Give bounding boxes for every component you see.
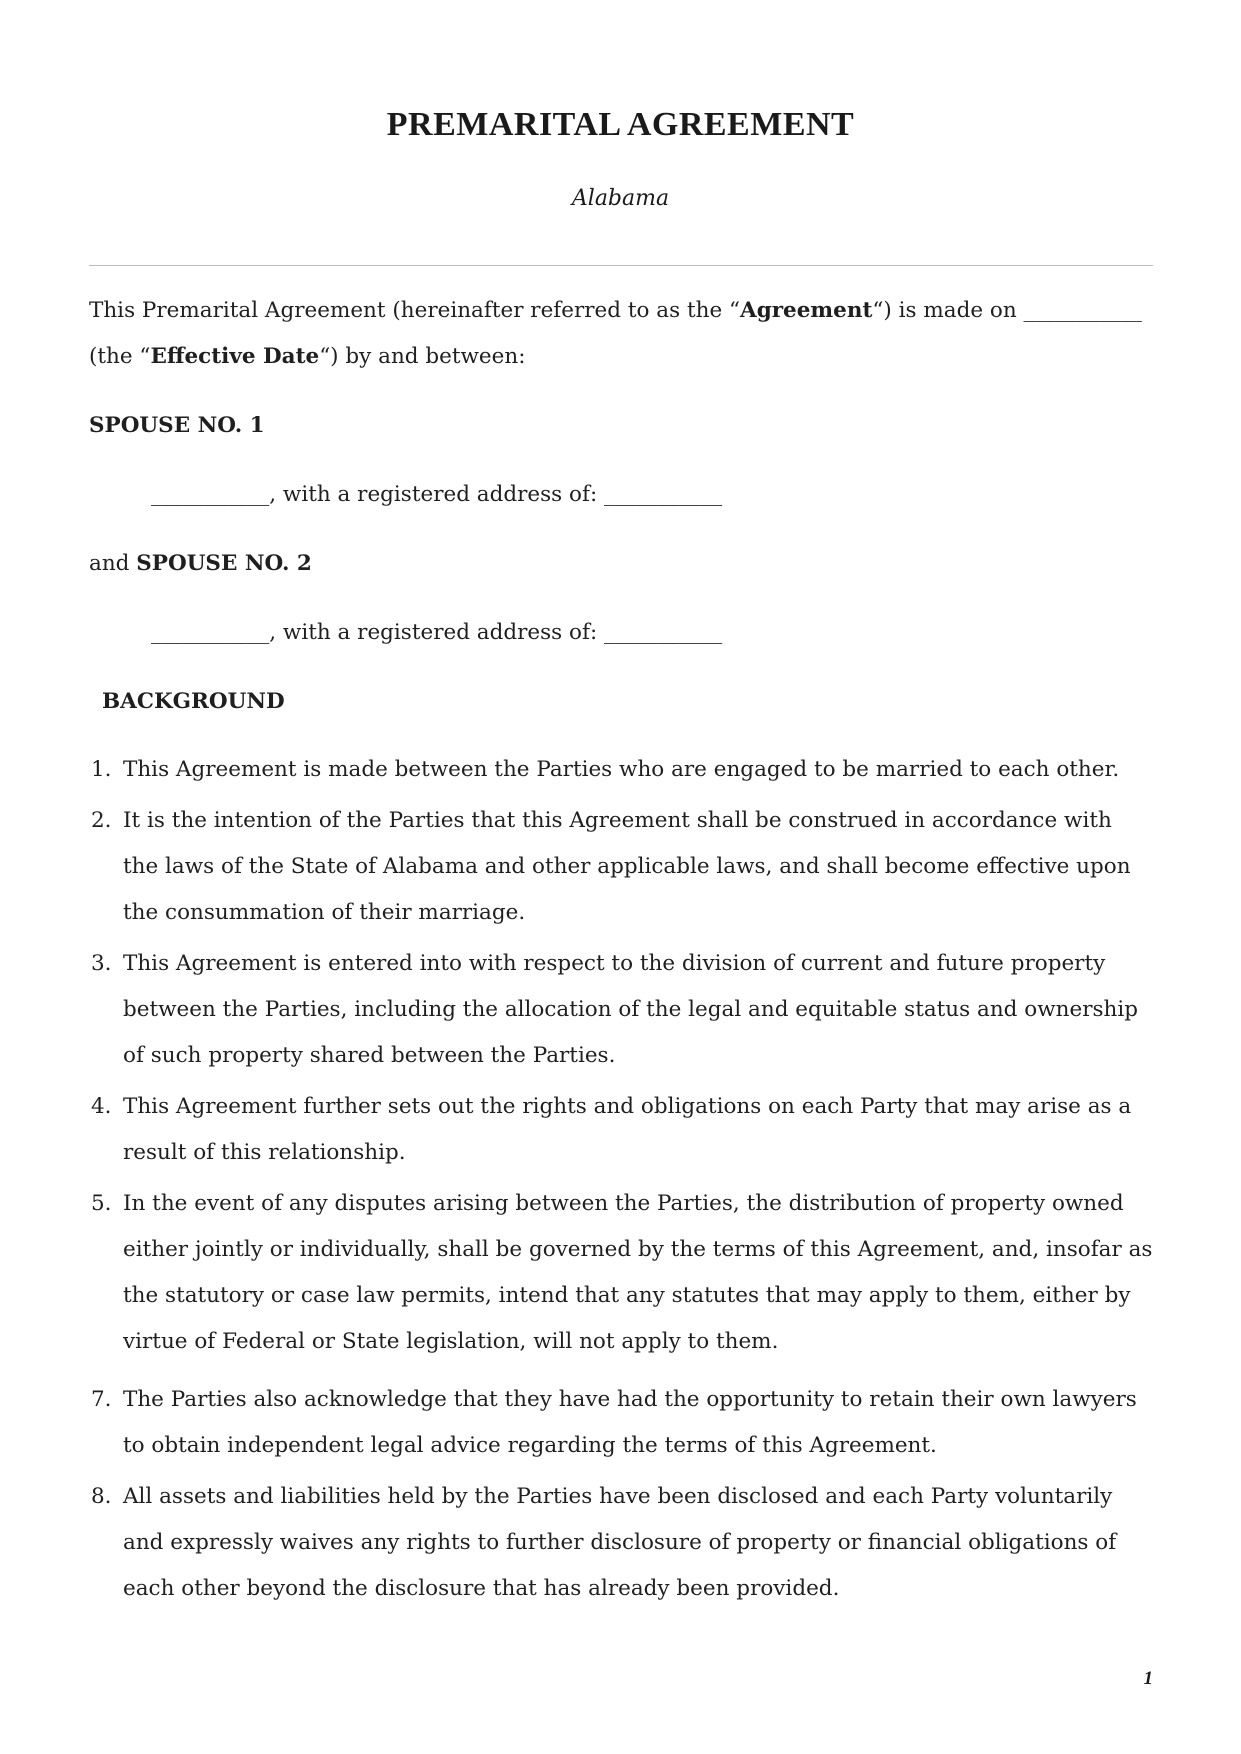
list-item (89, 1474, 1153, 1612)
list-item (89, 747, 1153, 793)
intro-text-4: “) by and between: (319, 344, 526, 369)
spouse-2-heading (89, 541, 1153, 587)
document-title: PREMARITAL AGREEMENT (386, 106, 855, 143)
spouse-2-prefix: and (89, 551, 137, 576)
background-heading (89, 679, 1153, 725)
spouse-1-heading-text: SPOUSE NO. 1 (89, 413, 265, 438)
list-item (89, 1084, 1153, 1176)
spouse-1-details: ___________, with a registered address of: ___________ (151, 482, 723, 507)
spouse-1-heading (89, 403, 1153, 449)
list-item-number: 8. (91, 1484, 112, 1509)
page-number: 1 (1143, 1668, 1153, 1689)
list-item-text: The Parties also acknowledge that they have had the opportunity to retain their own lawyers to obtain independent legal advice regarding the terms of this Agreement. (123, 1387, 1137, 1458)
list-item (89, 798, 1153, 936)
list-item-text: All assets and liabilities held by the Parties have been disclosed and each Party voluntarily and expressly waives any rights to further disclosure of property or financial obligations of each other beyond the disclosure that has already been provided. (123, 1484, 1117, 1601)
intro-effective-date-term: Effective Date (150, 344, 320, 369)
list-item-number: 4. (91, 1094, 112, 1119)
spouse-2-details: ___________, with a registered address of: ___________ (151, 620, 723, 645)
list-item-text: This Agreement is entered into with respect to the division of current and future property between the Parties, including the allocation of the legal and equitable status and ownership of such property shared between the Parties. (123, 951, 1138, 1068)
background-list (89, 747, 1153, 1612)
list-item (89, 1181, 1153, 1365)
background-heading-text: BACKGROUND (102, 689, 285, 714)
state-subtitle: Alabama (571, 186, 670, 211)
list-item-text: This Agreement further sets out the rights and obligations on each Party that may arise as a result of this relationship. (123, 1094, 1132, 1165)
list-item-text: This Agreement is made between the Parties who are engaged to be married to each other. (123, 757, 1120, 782)
intro-text-2: “) is made on ___________ (872, 298, 1142, 323)
intro-text-3: (the “ (89, 344, 151, 369)
list-item-number: 2. (91, 808, 112, 833)
list-item-number: 1. (91, 757, 112, 782)
list-item-number: 3. (91, 951, 112, 976)
document-body (89, 288, 1153, 1617)
list-item-number: 7. (91, 1387, 112, 1412)
list-item (89, 941, 1153, 1079)
list-item-text: It is the intention of the Parties that this Agreement shall be construed in accordance with the laws of the State of Alabama and other applicable laws, and shall become effective upon the consummation of their marriage. (123, 808, 1131, 925)
list-item (89, 1377, 1153, 1469)
header-divider (89, 265, 1153, 266)
intro-text-1: This Premarital Agreement (hereinafter referred to as the “ (89, 298, 741, 323)
spouse-2-heading-text: SPOUSE NO. 2 (136, 551, 312, 576)
intro-agreement-term: Agreement (740, 298, 873, 323)
intro-paragraph (89, 288, 1153, 380)
list-item-text: In the event of any disputes arising between the Parties, the distribution of property owned either jointly or individually, shall be governed by the terms of this Agreement, and, insofar as the statutory or case law permits, intend that any statutes that may apply to them, either by virtue of Federal or State legislation, will not apply to them. (123, 1191, 1153, 1354)
list-item-number: 5. (91, 1191, 112, 1216)
